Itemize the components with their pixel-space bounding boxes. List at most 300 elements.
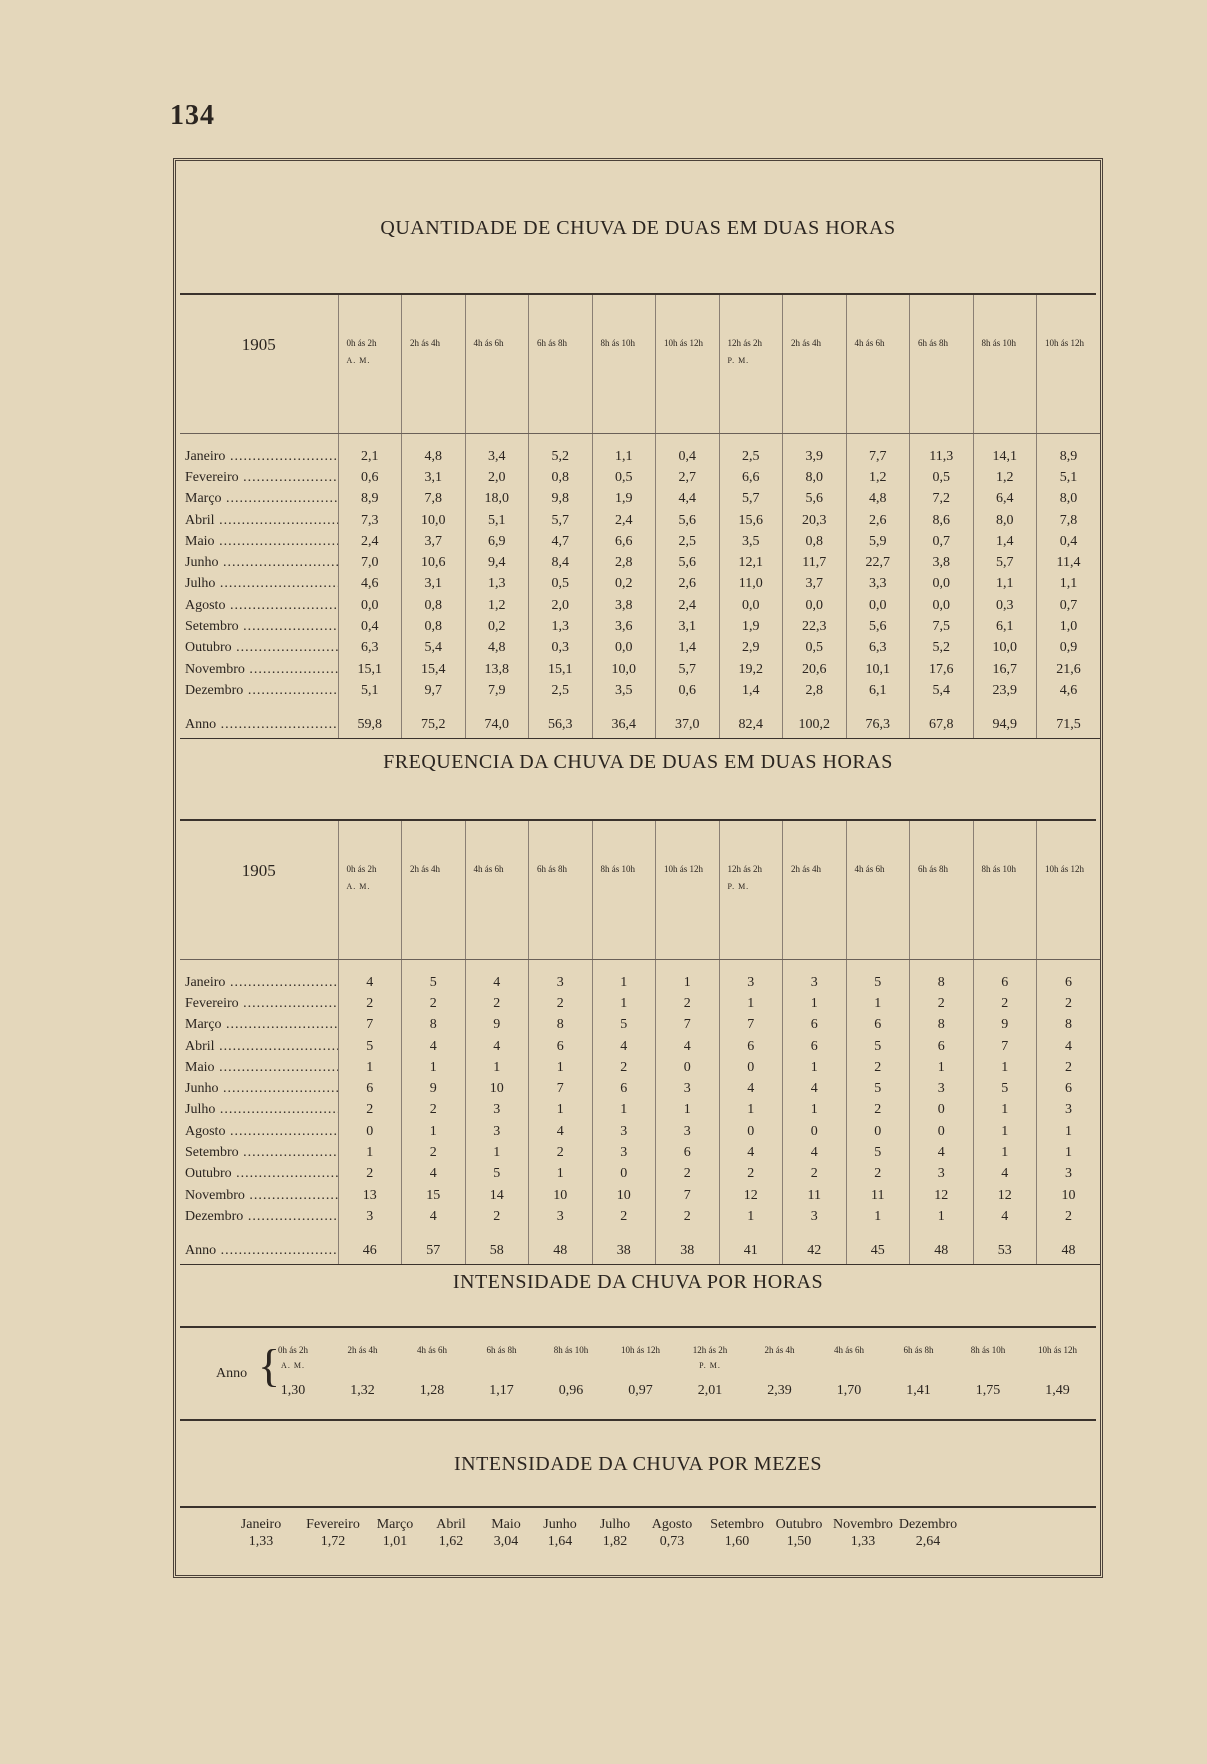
month-label: Setembro ..... <box>180 1142 338 1163</box>
table-cell: 2,7 <box>656 467 720 488</box>
intensity-value: 2,64 <box>915 1534 941 1549</box>
hour-header <box>606 1343 676 1358</box>
table-cell: 3 <box>783 1206 847 1227</box>
anno-row <box>180 1228 1100 1265</box>
table-cell: 8,9 <box>338 489 402 510</box>
anno-cell: 46 <box>338 1228 402 1265</box>
frequencia-table <box>180 821 1100 1265</box>
table-cell: 1,0 <box>1037 616 1101 637</box>
table-cell: 4 <box>1037 1036 1101 1057</box>
intensity-value: 1,70 <box>836 1383 862 1398</box>
table-cell: 5,7 <box>719 489 783 510</box>
anno-cell: 94,9 <box>973 702 1037 739</box>
table-cell: 0,4 <box>656 434 720 468</box>
table-cell: 20,3 <box>783 510 847 531</box>
table-cell: 7,7 <box>846 434 910 468</box>
table-cell: 0 <box>656 1057 720 1078</box>
table-cell: 11,4 <box>1037 552 1101 573</box>
table-cell: 8 <box>1037 1015 1101 1036</box>
table-cell: 2 <box>910 993 974 1014</box>
table-cell: 0,5 <box>910 467 974 488</box>
month-label: Março <box>376 1517 414 1532</box>
table-cell: 1 <box>910 1057 974 1078</box>
table-cell: 20,6 <box>783 659 847 680</box>
table-cell: 5 <box>846 1078 910 1099</box>
table-cell: 5,1 <box>1037 467 1101 488</box>
table-cell: 3,4 <box>465 434 529 468</box>
hour-header-label: 2h ás 4h <box>347 1345 378 1355</box>
table-cell: 6 <box>783 1015 847 1036</box>
hour-header-label: 4h ás 6h <box>417 1345 447 1355</box>
hour-header <box>656 821 720 960</box>
table-cell: 7 <box>719 1015 783 1036</box>
table-cell: 10 <box>1037 1185 1101 1206</box>
table-cell: 5,6 <box>656 510 720 531</box>
month-label: Março ..... <box>180 489 338 510</box>
table-cell: 6,4 <box>973 489 1037 510</box>
table-cell: 5 <box>846 960 910 994</box>
table-row <box>180 434 1100 468</box>
table-cell: 1 <box>465 1057 529 1078</box>
table-cell: 3 <box>783 960 847 994</box>
table-cell: 4 <box>910 1142 974 1163</box>
table-cell: 1 <box>783 993 847 1014</box>
table-cell: 15,1 <box>338 659 402 680</box>
table-cell: 10,0 <box>592 659 656 680</box>
table-cell: 3,7 <box>783 574 847 595</box>
hour-header <box>529 295 593 434</box>
hour-header-label: 6h ás 8h <box>537 864 567 874</box>
table-cell: 3,8 <box>592 595 656 616</box>
table-cell: 7,0 <box>338 552 402 573</box>
hour-header <box>910 821 974 960</box>
table-cell: 19,2 <box>719 659 783 680</box>
table-row <box>180 659 1100 680</box>
anno-cell: 58 <box>465 1228 529 1265</box>
table-cell: 7,5 <box>910 616 974 637</box>
hour-header-label: 4h ás 6h <box>473 338 504 348</box>
month-label: Abril ..... <box>180 1036 338 1057</box>
intensity-value: 1,60 <box>724 1534 750 1549</box>
table-cell: 1,4 <box>656 638 720 659</box>
table-cell: 9 <box>465 1015 529 1036</box>
month-label: Janeiro <box>240 1517 282 1532</box>
hour-header-label: 2h ás 4h <box>791 864 821 874</box>
hour-header-label: 12h ás 2h <box>727 338 762 348</box>
intensity-value: 1,64 <box>547 1534 573 1549</box>
table-cell: 23,9 <box>973 680 1037 701</box>
table-cell: 9 <box>973 1015 1037 1036</box>
table-cell: 14 <box>465 1185 529 1206</box>
month-label: Outubro <box>775 1517 823 1532</box>
table-row <box>180 510 1100 531</box>
hour-header <box>656 295 720 434</box>
table-cell: 6 <box>783 1036 847 1057</box>
table-cell: 3,1 <box>402 574 466 595</box>
month-label: Julho <box>599 1517 631 1532</box>
table-cell: 4 <box>465 960 529 994</box>
table-row <box>180 960 1100 994</box>
month-intensity <box>221 1516 301 1550</box>
hour-header <box>953 1343 1023 1358</box>
table-cell: 2 <box>465 1206 529 1227</box>
month-label: Setembro <box>710 1517 764 1532</box>
table-cell: 6 <box>1037 1078 1101 1099</box>
table-cell: 3 <box>910 1164 974 1185</box>
table-cell: 5 <box>846 1142 910 1163</box>
table-cell: 5,6 <box>846 616 910 637</box>
table-cell: 2,5 <box>719 434 783 468</box>
table-cell: 0,0 <box>338 595 402 616</box>
table-cell: 6,6 <box>719 467 783 488</box>
table-cell: 7 <box>529 1078 593 1099</box>
intensidade-mezes-title: INTENSIDADE DA CHUVA POR MEZES <box>454 1453 822 1475</box>
table-cell: 0,0 <box>592 638 656 659</box>
intensity-value: 2,39 <box>767 1383 792 1398</box>
table-cell: 8,6 <box>910 510 974 531</box>
table-cell: 0,3 <box>973 595 1037 616</box>
table-cell: 2,4 <box>656 595 720 616</box>
table-cell: 3,5 <box>719 531 783 552</box>
table-cell: 2 <box>783 1164 847 1185</box>
anno-cell: 67,8 <box>910 702 974 739</box>
table-cell: 12 <box>910 1185 974 1206</box>
table-cell: 7 <box>656 1015 720 1036</box>
month-label: Novembro <box>833 1517 893 1532</box>
hour-header-label: 8h ás 10h <box>600 864 635 874</box>
table-cell: 7,9 <box>465 680 529 701</box>
table-cell: 1 <box>592 993 656 1014</box>
hour-header <box>397 1343 467 1358</box>
hour-header-label: 8h ás 10h <box>970 1345 1006 1355</box>
table-cell: 3,9 <box>783 434 847 468</box>
intensity-value: 1,30 <box>280 1383 306 1398</box>
table-row <box>180 616 1100 637</box>
hour-header-label: 10h ás 12h <box>664 864 703 874</box>
table-cell: 21,6 <box>1037 659 1101 680</box>
table-cell: 2,6 <box>846 510 910 531</box>
month-label: Maio <box>491 1517 521 1532</box>
table-cell: 1,1 <box>1037 574 1101 595</box>
table-cell: 0 <box>592 1164 656 1185</box>
anno-row <box>180 702 1100 739</box>
month-label: Janeiro ..... <box>180 434 338 468</box>
intensity-value: 3,04 <box>493 1534 519 1549</box>
hour-header <box>465 821 529 960</box>
table-cell: 0,8 <box>402 616 466 637</box>
hour-header-label: 8h ás 10h <box>981 338 1016 348</box>
hour-header-label: 0h ás 2h <box>346 338 377 348</box>
hour-header-label: 4h ás 6h <box>854 864 885 874</box>
anno-cell: 36,4 <box>592 702 656 739</box>
hour-header <box>258 1343 328 1373</box>
table-cell: 9,7 <box>402 680 466 701</box>
table-cell: 5 <box>402 960 466 994</box>
table-cell: 1,1 <box>973 574 1037 595</box>
hour-header <box>719 295 783 434</box>
table-cell: 4,4 <box>656 489 720 510</box>
table-cell: 4,6 <box>338 574 402 595</box>
hour-header <box>529 821 593 960</box>
table-row <box>180 1164 1100 1185</box>
table-row <box>180 552 1100 573</box>
table-cell: 8 <box>402 1015 466 1036</box>
month-label: Fevereiro ..... <box>180 993 338 1014</box>
month-label: Agosto <box>651 1517 693 1532</box>
hour-header <box>1023 1343 1093 1358</box>
table-cell: 4 <box>402 1036 466 1057</box>
intensity-value: 1,28 <box>419 1383 445 1398</box>
table-cell: 7,8 <box>1037 510 1101 531</box>
table-row <box>180 489 1100 510</box>
hour-header-label: 2h ás 4h <box>410 864 440 874</box>
table-cell: 1,2 <box>973 467 1037 488</box>
table-cell: 4,6 <box>1037 680 1101 701</box>
table-cell: 6,3 <box>338 638 402 659</box>
intensity-value: 1,62 <box>438 1534 464 1549</box>
table-cell: 4 <box>973 1164 1037 1185</box>
table-cell: 14,1 <box>973 434 1037 468</box>
table-cell: 4 <box>402 1206 466 1227</box>
table-cell: 2 <box>592 1057 656 1078</box>
table-cell: 7 <box>973 1036 1037 1057</box>
hour-header <box>592 821 656 960</box>
hour-header <box>338 295 402 434</box>
hour-header-label: 10h ás 12h <box>1038 1345 1077 1355</box>
intensity-value: 1,72 <box>320 1534 346 1549</box>
hour-header <box>783 295 847 434</box>
table-cell: 15 <box>402 1185 466 1206</box>
anno-cell: 37,0 <box>656 702 720 739</box>
table-cell: 5,1 <box>465 510 529 531</box>
table-cell: 10 <box>529 1185 593 1206</box>
table-cell: 2,0 <box>465 467 529 488</box>
hour-header <box>884 1343 954 1358</box>
table-cell: 2 <box>1037 1057 1101 1078</box>
table-cell: 4 <box>592 1036 656 1057</box>
intensity-value: 1,75 <box>975 1383 1001 1398</box>
table-cell: 4 <box>783 1078 847 1099</box>
table-cell: 5,7 <box>656 659 720 680</box>
table-cell: 1 <box>783 1057 847 1078</box>
table-cell: 10 <box>592 1185 656 1206</box>
table-row <box>180 993 1100 1014</box>
table-cell: 11 <box>846 1185 910 1206</box>
table-cell: 2 <box>402 1142 466 1163</box>
table-cell: 2,6 <box>656 574 720 595</box>
table-cell: 6 <box>529 1036 593 1057</box>
table-cell: 1 <box>402 1121 466 1142</box>
anno-cell: 74,0 <box>465 702 529 739</box>
hour-header-label: 4h ás 6h <box>834 1345 864 1355</box>
quantidade-title: QUANTIDADE DE CHUVA DE DUAS EM DUAS HORAS <box>380 217 896 239</box>
am-label: A. M. <box>346 882 371 891</box>
hour-header-label: 12h ás 2h <box>727 864 762 874</box>
table-row <box>180 680 1100 701</box>
pm-label: P. M. <box>727 356 750 365</box>
anno-cell: 59,8 <box>338 702 402 739</box>
table-cell: 5 <box>592 1015 656 1036</box>
table-cell: 13,8 <box>465 659 529 680</box>
intensity-value: 1,49 <box>1045 1383 1070 1398</box>
hour-header-label: 0h ás 2h <box>346 864 377 874</box>
table-cell: 0 <box>719 1121 783 1142</box>
intensity-value: 1,41 <box>906 1383 931 1398</box>
table-cell: 1,2 <box>846 467 910 488</box>
table-cell: 0 <box>338 1121 402 1142</box>
hour-header <box>973 295 1037 434</box>
am-label: A. M. <box>346 356 371 365</box>
table-row <box>180 1057 1100 1078</box>
hour-header <box>846 295 910 434</box>
table-cell: 2 <box>592 1206 656 1227</box>
table-cell: 3,5 <box>592 680 656 701</box>
hour-header <box>783 821 847 960</box>
table-cell: 0,6 <box>338 467 402 488</box>
divider <box>180 1506 1096 1508</box>
table-cell: 6 <box>592 1078 656 1099</box>
table-cell: 0,2 <box>592 574 656 595</box>
table-cell: 11,0 <box>719 574 783 595</box>
table-cell: 0,0 <box>783 595 847 616</box>
table-cell: 15,1 <box>529 659 593 680</box>
table-cell: 0,3 <box>529 638 593 659</box>
hour-header-label: 4h ás 6h <box>854 338 885 348</box>
month-label: Fevereiro ..... <box>180 467 338 488</box>
table-cell: 10 <box>465 1078 529 1099</box>
intensity-value: 2,01 <box>697 1383 723 1398</box>
intensity-value: 1,50 <box>786 1534 812 1549</box>
table-cell: 1 <box>592 1100 656 1121</box>
table-cell: 2 <box>338 1164 402 1185</box>
table-cell: 0 <box>910 1100 974 1121</box>
frequencia-title: FREQUENCIA DA CHUVA DE DUAS EM DUAS HORAS <box>383 751 893 773</box>
table-cell: 2 <box>846 1057 910 1078</box>
month-label: Abril ..... <box>180 510 338 531</box>
table-row <box>180 1121 1100 1142</box>
table-cell: 5,9 <box>846 531 910 552</box>
table-cell: 4 <box>783 1142 847 1163</box>
table-cell: 10,1 <box>846 659 910 680</box>
table-cell: 4 <box>656 1036 720 1057</box>
table-cell: 2 <box>656 1206 720 1227</box>
table-cell: 1 <box>910 1206 974 1227</box>
hour-header <box>1037 821 1101 960</box>
intensity-value: 1,17 <box>489 1383 514 1398</box>
table-cell: 7 <box>338 1015 402 1036</box>
month-label: Junho ..... <box>180 1078 338 1099</box>
table-cell: 7,2 <box>910 489 974 510</box>
table-cell: 0,0 <box>910 574 974 595</box>
hour-header <box>402 295 466 434</box>
table-row <box>180 1206 1100 1227</box>
table-cell: 2,0 <box>529 595 593 616</box>
table-cell: 6 <box>910 1036 974 1057</box>
table-cell: 0 <box>846 1121 910 1142</box>
hour-header <box>745 1343 815 1358</box>
table-cell: 3,6 <box>592 616 656 637</box>
table-row <box>180 1185 1100 1206</box>
table-cell: 3,1 <box>656 616 720 637</box>
table-cell: 5,4 <box>402 638 466 659</box>
month-label: Abril <box>436 1517 466 1532</box>
table-cell: 2 <box>338 1100 402 1121</box>
table-cell: 0,4 <box>338 616 402 637</box>
table-cell: 8,0 <box>1037 489 1101 510</box>
table-cell: 8 <box>910 960 974 994</box>
hour-header <box>973 821 1037 960</box>
table-cell: 5,6 <box>783 489 847 510</box>
hour-header-label: 2h ás 4h <box>764 1345 795 1355</box>
month-label: Dezembro ..... <box>180 680 338 701</box>
table-cell: 1,1 <box>592 434 656 468</box>
table-cell: 0 <box>719 1057 783 1078</box>
intensidade-horas-title: INTENSIDADE DA CHUVA POR HORAS <box>452 1271 824 1293</box>
hour-header-label: 10h ás 12h <box>1045 338 1084 348</box>
table-cell: 2 <box>402 993 466 1014</box>
table-cell: 1,3 <box>529 616 593 637</box>
table-cell: 22,7 <box>846 552 910 573</box>
month-label: Outubro ..... <box>180 1164 338 1185</box>
table-cell: 3,3 <box>846 574 910 595</box>
table-cell: 4,7 <box>529 531 593 552</box>
table-cell: 12 <box>719 1185 783 1206</box>
hour-header <box>338 821 402 960</box>
table-cell: 2 <box>529 993 593 1014</box>
intensity-value: 0,97 <box>628 1383 653 1398</box>
month-label: Agosto ..... <box>180 1121 338 1142</box>
table-cell: 6,6 <box>592 531 656 552</box>
table-cell: 10,6 <box>402 552 466 573</box>
anno-cell: 41 <box>719 1228 783 1265</box>
table-cell: 2,4 <box>592 510 656 531</box>
anno-label: Anno ..... <box>180 1228 338 1265</box>
table-cell: 2 <box>529 1142 593 1163</box>
am-label: A. M. <box>281 1361 305 1370</box>
anno-cell: 48 <box>529 1228 593 1265</box>
month-label: Junho ..... <box>180 552 338 573</box>
table-cell: 0,7 <box>910 531 974 552</box>
table-cell: 1,9 <box>592 489 656 510</box>
table-cell: 2 <box>846 1100 910 1121</box>
month-intensity <box>888 1516 968 1550</box>
hour-header-label: 6h ás 8h <box>486 1345 517 1355</box>
table-cell: 2 <box>973 993 1037 1014</box>
table-cell: 2,8 <box>592 552 656 573</box>
table-cell: 6 <box>656 1142 720 1163</box>
anno-cell: 45 <box>846 1228 910 1265</box>
table-cell: 2,4 <box>338 531 402 552</box>
table-cell: 1 <box>402 1057 466 1078</box>
table-cell: 1,3 <box>465 574 529 595</box>
hour-header-label: 8h ás 10h <box>600 338 635 348</box>
table-cell: 9,8 <box>529 489 593 510</box>
table-cell: 4 <box>465 1036 529 1057</box>
table-row <box>180 1142 1100 1163</box>
table-cell: 0,7 <box>1037 595 1101 616</box>
table-row <box>180 1100 1100 1121</box>
pm-label: P. M. <box>699 1361 721 1370</box>
table-cell: 6,9 <box>465 531 529 552</box>
table-row <box>180 638 1100 659</box>
table-cell: 6 <box>338 1078 402 1099</box>
table-row <box>180 574 1100 595</box>
table-cell: 5 <box>465 1164 529 1185</box>
table-cell: 3 <box>910 1078 974 1099</box>
table-cell: 0,0 <box>719 595 783 616</box>
month-label: Outubro ..... <box>180 638 338 659</box>
table-cell: 9,4 <box>465 552 529 573</box>
